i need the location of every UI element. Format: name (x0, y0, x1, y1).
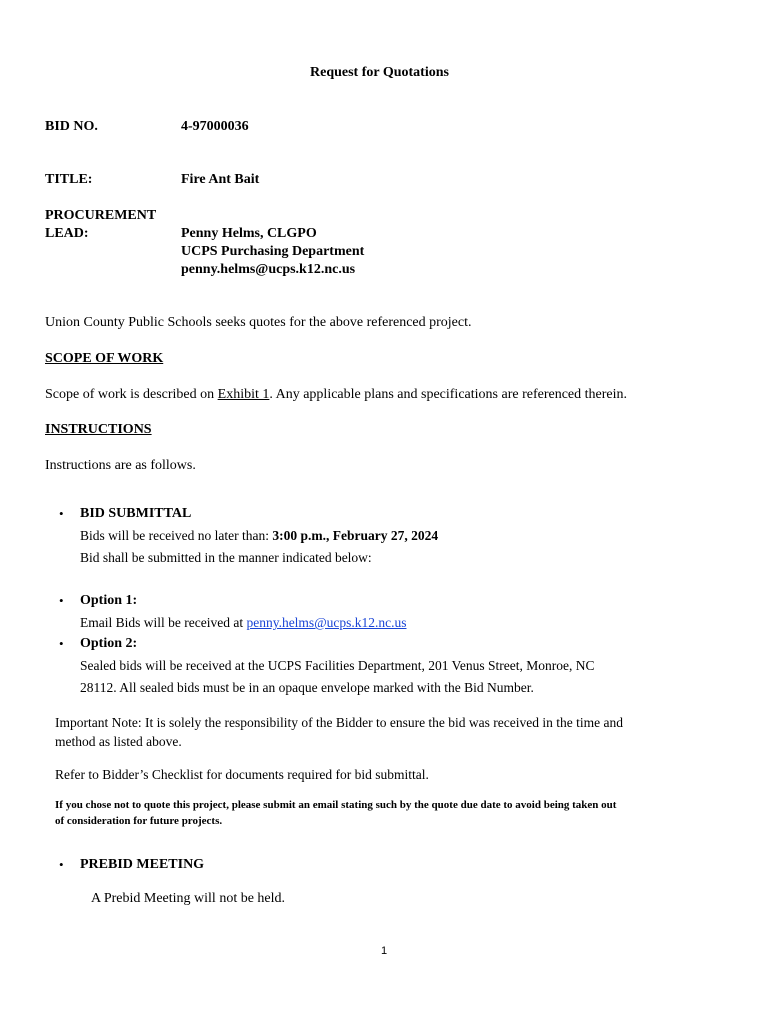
option-1-prefix: Email Bids will be received at (80, 615, 247, 630)
checklist-note: Refer to Bidder’s Checklist for documents required for bid submittal. (55, 767, 429, 782)
procurement-email: penny.helms@ucps.k12.nc.us (181, 262, 356, 277)
procurement-label-line2: LEAD: (45, 226, 89, 241)
bid-manner-line: Bid shall be submitted in the manner indicated below: (80, 550, 372, 565)
prebid-text: A Prebid Meeting will not be held. (91, 891, 286, 906)
bullet-icon: • (59, 857, 64, 872)
bid-deadline-prefix: Bids will be received no later than: (80, 528, 273, 543)
scope-text (45, 387, 627, 403)
bid-deadline-line (80, 528, 438, 544)
option-2-line2: 28112. All sealed bids must be in an opaque envelope marked with the Bid Number. (80, 680, 534, 695)
instructions-text: Instructions are as follows. (45, 458, 196, 473)
page-number: 1 (381, 945, 388, 957)
no-quote-note (55, 797, 745, 829)
important-note-line2: method as listed above. (55, 734, 182, 749)
exhibit-1-link[interactable]: Exhibit 1 (217, 387, 270, 402)
bid-deadline-value: 3:00 p.m., February 27, 2024 (272, 528, 439, 543)
procurement-label-line1: PROCUREMENT (45, 208, 157, 223)
intro-text: Union County Public Schools seeks quotes for the above referenced project. (45, 315, 472, 330)
instructions-heading: INSTRUCTIONS (45, 422, 152, 437)
bid-number-label: BID NO. (45, 119, 98, 134)
option-1-text (80, 615, 407, 631)
bid-title-label: TITLE: (45, 172, 93, 187)
option-2-heading: Option 2: (80, 636, 138, 651)
important-note-line1: Important Note: It is solely the responsibility of the Bidder to ensure the bid was received in the time and (55, 715, 623, 730)
scope-heading: SCOPE OF WORK (45, 351, 164, 366)
scope-text-before: Scope of work is described on (45, 387, 218, 402)
option-1-email-link[interactable]: penny.helms@ucps.k12.nc.us (246, 615, 407, 630)
prebid-heading: PREBID MEETING (80, 857, 205, 872)
option-1-heading: Option 1: (80, 593, 138, 608)
bullet-icon: • (59, 593, 64, 608)
page-title: Request for Quotations (310, 65, 449, 80)
procurement-name: Penny Helms, CLGPO (181, 226, 317, 241)
scope-text-after: . Any applicable plans and specifications are referenced therein. (269, 387, 627, 402)
bid-number-value: 4-97000036 (181, 119, 249, 134)
no-quote-note-line2: of consideration for future projects. (55, 815, 223, 827)
option-2-line1: Sealed bids will be received at the UCPS Facilities Department, 201 Venus Street, Monroe, NC (80, 658, 595, 673)
procurement-department: UCPS Purchasing Department (181, 244, 365, 259)
bid-title-value: Fire Ant Bait (181, 172, 260, 187)
no-quote-note-line1: If you chose not to quote this project, please submit an email stating such by the quote due date to avoid being taken out (55, 799, 617, 811)
bullet-icon: • (59, 506, 64, 521)
bid-submittal-heading: BID SUBMITTAL (80, 506, 192, 521)
bullet-icon: • (59, 636, 64, 651)
